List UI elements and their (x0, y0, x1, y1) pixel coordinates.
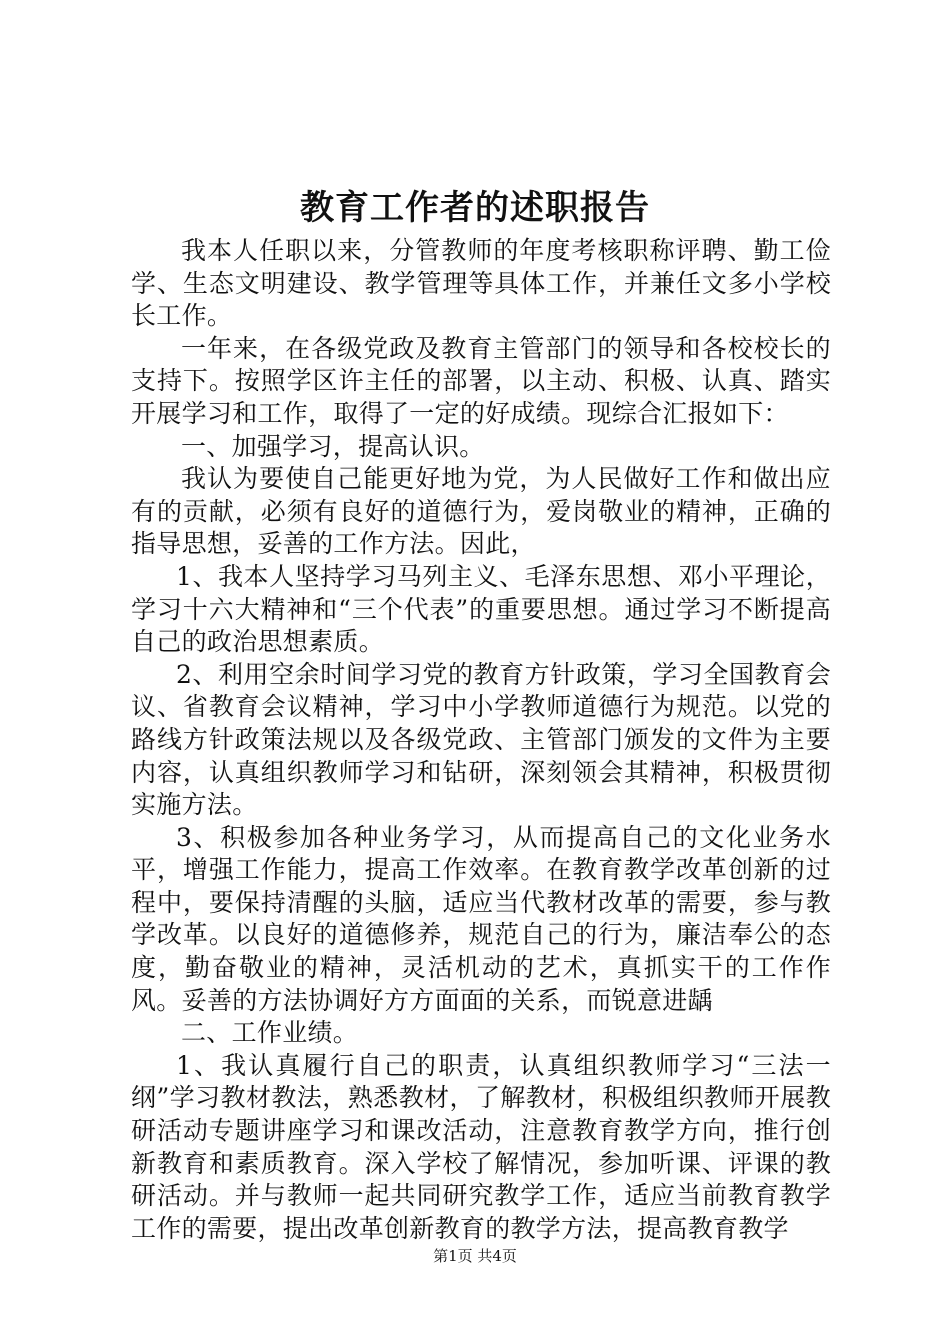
section-heading-achievements: 二、工作业绩。 (181, 1018, 359, 1048)
section-heading-study: 一、加强学习，提高认识。 (181, 431, 485, 461)
paragraph-study-item-1: 1、我本人坚持学习马列主义、毛泽东思想、邓小平理论，学习十六大精神和“三个代表”的重要思想。通过学习不断提高自己的政治思想素质。 (131, 561, 831, 657)
paragraph-overview: 一年来，在各级党政及教育主管部门的领导和各校校长的支持下。按照学区许主任的部署，以主动、积极、认真、踏实开展学习和工作，取得了一定的好成绩。现综合汇报如下： (131, 333, 831, 428)
paragraph-study-item-2: 2、利用空余时间学习党的教育方针政策，学习全国教育会议、省教育会议精神，学习中小学教师道德行为规范。以党的路线方针政策法规以及各级党政、主管部门颁发的文件为主要内容，认真组织教师学习和钻研，深刻领会其精神，积极贯彻实施方法。 (131, 659, 831, 820)
document-body (131, 235, 831, 1245)
document-title: 教育工作者的述职报告 (300, 188, 650, 228)
paragraph-intro: 我本人任职以来，分管教师的年度考核职称评聘、勤工俭学、生态文明建设、教学管理等具体工作，并兼任文多小学校长工作。 (131, 236, 831, 331)
page-number-footer: 第1页 共4页 (433, 1247, 517, 1265)
paragraph-study-intro: 我认为要使自己能更好地为党，为人民做好工作和做出应有的贡献，必须有良好的道德行为，爱岗敬业的精神，正确的指导思想，妥善的工作方法。因此， (131, 464, 831, 559)
paragraph-achievement-item-1: 1、我认真履行自己的职责，认真组织教师学习“三法一纲”学习教材教法，熟悉教材，了解教材，积极组织教师开展教研活动专题讲座学习和课改活动，注意教育教学方向，推行创新教育和素质教育。深入学校了解情况，参加听课、评课的教研活动。并与教师一起共同研究教学工作，适应当前教育教学工作的需要，提出改革创新教育的教学方法，提高教育教学 (131, 1050, 831, 1243)
paragraph-study-item-3: 3、积极参加各种业务学习，从而提高自己的文化业务水平，增强工作能力，提高工作效率。在教育教学改革创新的过程中，要保持清醒的头脑，适应当代教材改革的需要，参与教学改革。以良好的道德修养，规范自己的行为，廉洁奉公的态度，勤奋敬业的精神，灵活机动的艺术，真抓实干的工作作风。妥善的方法协调好方方面面的关系，而锐意进龋 (131, 822, 831, 1015)
